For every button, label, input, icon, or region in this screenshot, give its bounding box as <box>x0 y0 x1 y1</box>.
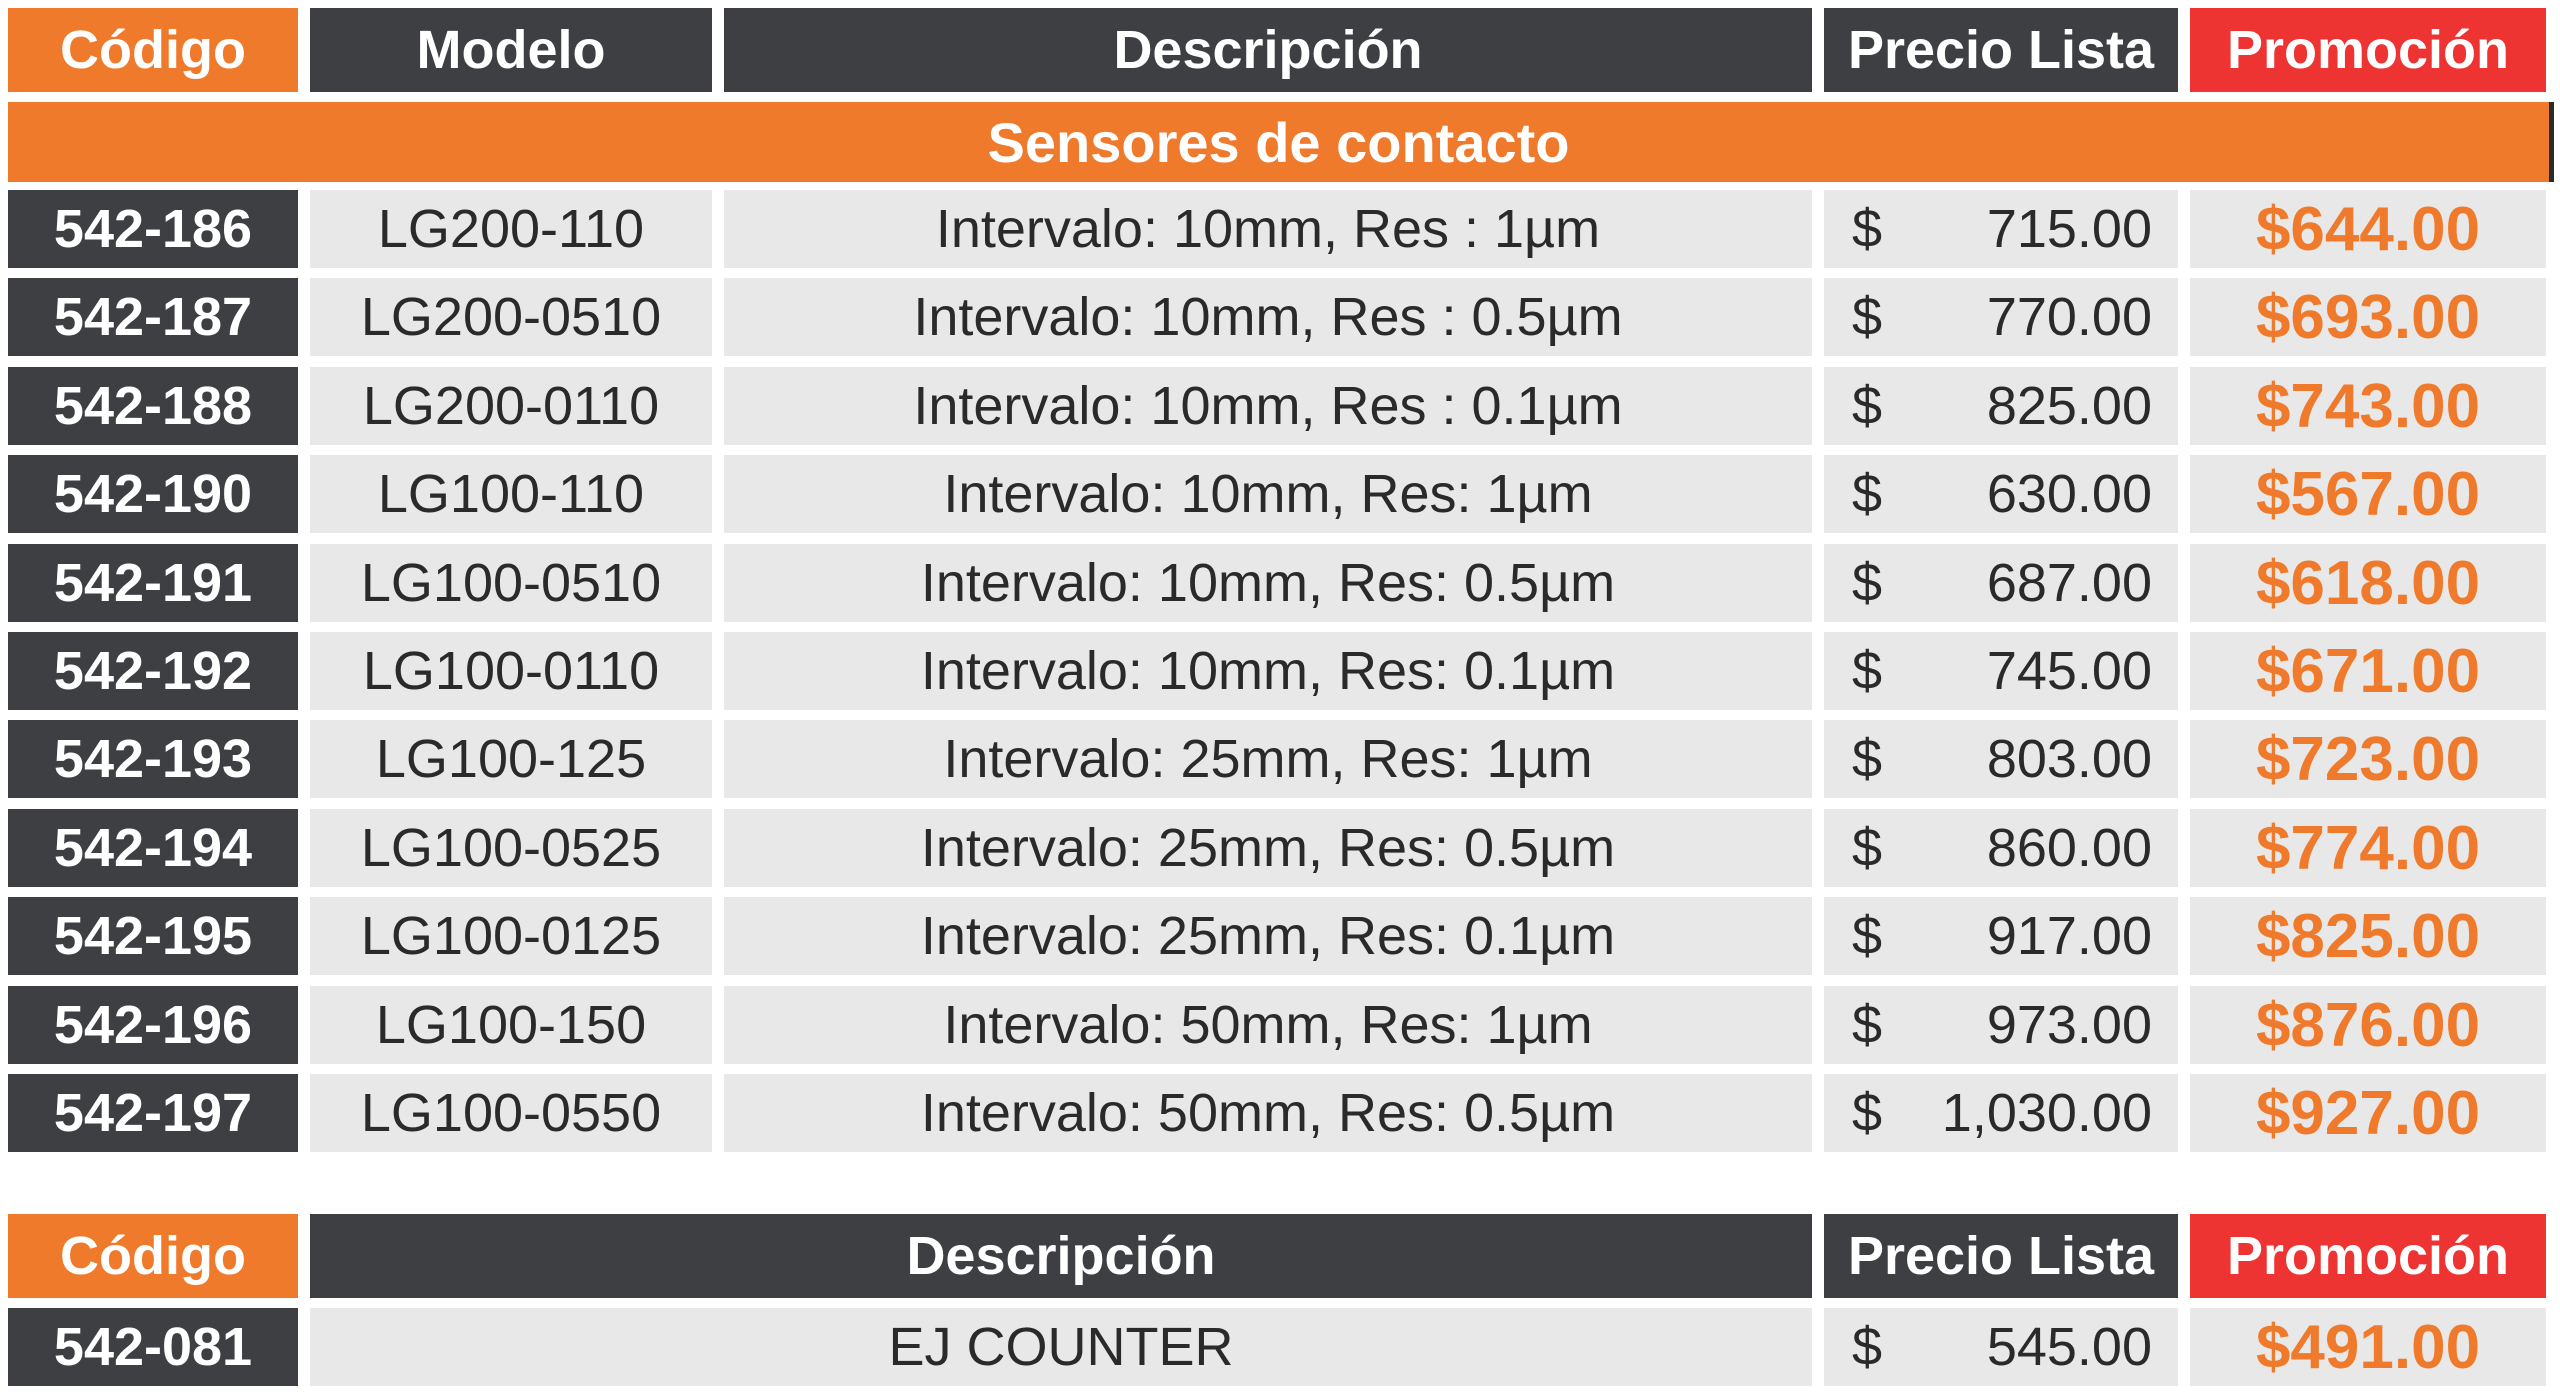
header-descripcion: Descripción <box>724 8 1812 92</box>
currency-symbol: $ <box>1852 641 1883 701</box>
list-price: 545.00 <box>1986 1317 2152 1377</box>
header-codigo: Código <box>8 8 298 92</box>
price-cell <box>1824 190 2178 268</box>
product-description: Intervalo: 10mm, Res: 0.5µm <box>724 544 1812 622</box>
currency-symbol: $ <box>1852 1317 1883 1377</box>
promo-price: $927.00 <box>2190 1074 2546 1152</box>
list-price: 825.00 <box>1986 376 2152 436</box>
promo-price: $618.00 <box>2190 544 2546 622</box>
promo-price: $567.00 <box>2190 455 2546 533</box>
product-code: 542-195 <box>8 897 298 975</box>
product-code: 542-186 <box>8 190 298 268</box>
product-description: Intervalo: 25mm, Res: 1µm <box>724 720 1812 798</box>
promo-price: $723.00 <box>2190 720 2546 798</box>
currency-symbol: $ <box>1852 287 1883 347</box>
promo-price: $876.00 <box>2190 986 2546 1064</box>
price-cell <box>1824 720 2178 798</box>
promo-price: $671.00 <box>2190 632 2546 710</box>
promo-price: $491.00 <box>2190 1308 2546 1386</box>
list-price: 917.00 <box>1986 906 2152 966</box>
promo-price: $644.00 <box>2190 190 2546 268</box>
product-code: 542-194 <box>8 809 298 887</box>
product-model: LG100-150 <box>310 986 712 1064</box>
product-code: 542-187 <box>8 278 298 356</box>
header-precio-lista: Precio Lista <box>1824 8 2178 92</box>
product-description: EJ COUNTER <box>310 1308 1812 1386</box>
product-model: LG200-0510 <box>310 278 712 356</box>
product-code: 542-191 <box>8 544 298 622</box>
product-model: LG100-125 <box>310 720 712 798</box>
price-cell <box>1824 367 2178 445</box>
currency-symbol: $ <box>1852 729 1883 789</box>
currency-symbol: $ <box>1852 464 1883 524</box>
product-description: Intervalo: 10mm, Res : 1µm <box>724 190 1812 268</box>
price-cell <box>1824 1074 2178 1152</box>
product-description: Intervalo: 10mm, Res : 0.1µm <box>724 367 1812 445</box>
list-price: 860.00 <box>1986 818 2152 878</box>
currency-symbol: $ <box>1852 553 1883 613</box>
currency-symbol: $ <box>1852 376 1883 436</box>
price-cell <box>1824 632 2178 710</box>
product-description: Intervalo: 10mm, Res : 0.5µm <box>724 278 1812 356</box>
product-model: LG100-0125 <box>310 897 712 975</box>
header-modelo: Modelo <box>310 8 712 92</box>
list-price: 1,030.00 <box>1941 1083 2152 1143</box>
product-code: 542-193 <box>8 720 298 798</box>
product-model: LG100-110 <box>310 455 712 533</box>
promo-price: $693.00 <box>2190 278 2546 356</box>
price-cell <box>1824 1308 2178 1386</box>
price-cell <box>1824 278 2178 356</box>
product-description: Intervalo: 10mm, Res: 0.1µm <box>724 632 1812 710</box>
currency-symbol: $ <box>1852 1083 1883 1143</box>
product-model: LG100-0510 <box>310 544 712 622</box>
list-price: 803.00 <box>1986 729 2152 789</box>
product-code: 542-188 <box>8 367 298 445</box>
product-model: LG200-0110 <box>310 367 712 445</box>
product-description: Intervalo: 50mm, Res: 0.5µm <box>724 1074 1812 1152</box>
product-code: 542-196 <box>8 986 298 1064</box>
header2-descripcion: Descripción <box>310 1214 1812 1298</box>
currency-symbol: $ <box>1852 818 1883 878</box>
price-cell <box>1824 455 2178 533</box>
list-price: 745.00 <box>1986 641 2152 701</box>
product-description: Intervalo: 10mm, Res: 1µm <box>724 455 1812 533</box>
currency-symbol: $ <box>1852 995 1883 1055</box>
product-code: 542-190 <box>8 455 298 533</box>
list-price: 687.00 <box>1986 553 2152 613</box>
product-description: Intervalo: 25mm, Res: 0.5µm <box>724 809 1812 887</box>
list-price: 630.00 <box>1986 464 2152 524</box>
product-description: Intervalo: 25mm, Res: 0.1µm <box>724 897 1812 975</box>
promo-price: $743.00 <box>2190 367 2546 445</box>
price-cell <box>1824 986 2178 1064</box>
product-model: LG100-0525 <box>310 809 712 887</box>
promo-price: $825.00 <box>2190 897 2546 975</box>
list-price: 715.00 <box>1986 199 2152 259</box>
product-model: LG100-0110 <box>310 632 712 710</box>
product-model: LG100-0550 <box>310 1074 712 1152</box>
list-price: 770.00 <box>1986 287 2152 347</box>
header2-codigo: Código <box>8 1214 298 1298</box>
product-code: 542-192 <box>8 632 298 710</box>
promo-price: $774.00 <box>2190 809 2546 887</box>
header2-promocion: Promoción <box>2190 1214 2546 1298</box>
product-code: 542-081 <box>8 1308 298 1386</box>
price-cell <box>1824 897 2178 975</box>
product-code: 542-197 <box>8 1074 298 1152</box>
section-title: Sensores de contacto <box>8 102 2554 182</box>
price-cell <box>1824 544 2178 622</box>
currency-symbol: $ <box>1852 199 1883 259</box>
product-model: LG200-110 <box>310 190 712 268</box>
header-promocion: Promoción <box>2190 8 2546 92</box>
price-cell <box>1824 809 2178 887</box>
product-description: Intervalo: 50mm, Res: 1µm <box>724 986 1812 1064</box>
currency-symbol: $ <box>1852 906 1883 966</box>
list-price: 973.00 <box>1986 995 2152 1055</box>
header2-precio-lista: Precio Lista <box>1824 1214 2178 1298</box>
